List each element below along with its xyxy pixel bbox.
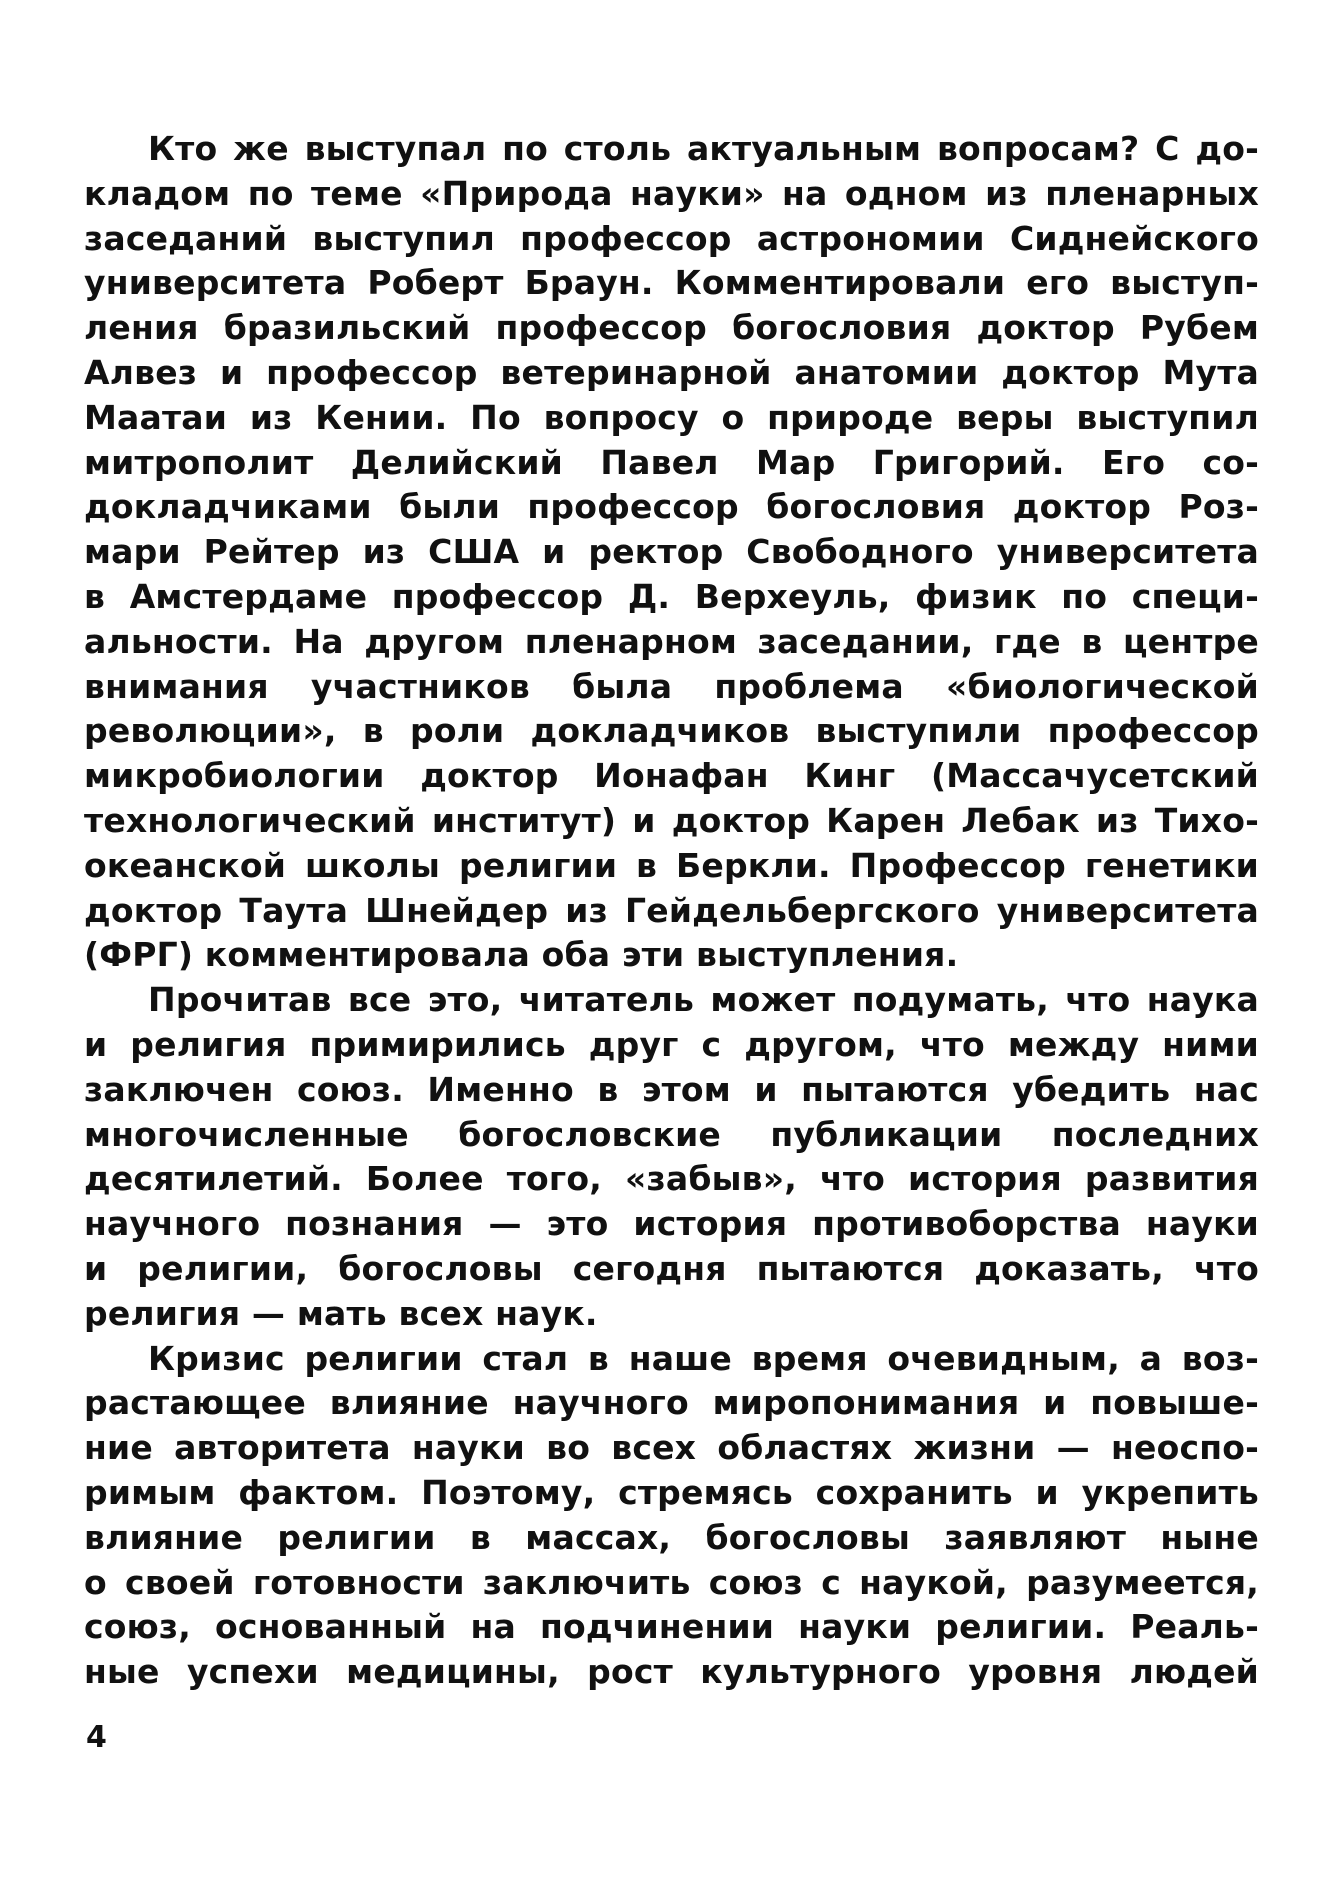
text-line: многочисленные богословские публикации последних (84, 1114, 1259, 1154)
text-line: мари Рейтер из США и ректор Свободного университета (84, 532, 1259, 572)
text-line: внимания участников была проблема «биологической (84, 666, 1259, 706)
text-line: университета Роберт Браун. Комментировали его выступ- (84, 263, 1259, 303)
paragraph (84, 127, 1259, 978)
text-line: Маатаи из Кении. По вопросу о природе веры выступил (84, 397, 1259, 437)
text-line: союз, основанный на подчинении науки религии. Реаль- (84, 1607, 1259, 1647)
text-line: Кто же выступал по столь актуальным вопросам? С до- (148, 129, 1259, 168)
text-line: десятилетий. Более того, «забыв», что история развития (84, 1159, 1259, 1199)
text-line: Алвез и профессор ветеринарной анатомии доктор Мута (84, 352, 1259, 392)
text-line: в Амстердаме профессор Д. Верхеуль, физик по специ- (84, 576, 1259, 616)
text-line: растающее влияние научного миропонимания и повыше- (84, 1383, 1259, 1423)
page-body (84, 127, 1259, 1695)
text-line: заключен союз. Именно в этом и пытаются убедить нас (84, 1069, 1259, 1109)
text-line: религия — мать всех наук. (84, 1293, 598, 1333)
text-line: Кризис религии стал в наше время очевидным, а воз- (148, 1338, 1259, 1378)
text-line: ления бразильский профессор богословия доктор Рубем (84, 308, 1259, 348)
text-line: о своей готовности заключить союз с наукой, разумеется, (84, 1562, 1259, 1602)
text-line: доктор Таута Шнейдер из Гейдельбергского университета (84, 890, 1259, 930)
text-line: альности. На другом пленарном заседании, где в центре (84, 621, 1259, 661)
text-line: научного познания — это история противоборства науки (84, 1204, 1259, 1244)
text-line: и религия примирились друг с другом, что между ними (84, 1024, 1259, 1064)
text-line: митрополит Делийский Павел Мар Григорий. Его со- (84, 442, 1259, 482)
text-line: революции», в роли докладчиков выступили профессор (84, 711, 1259, 751)
text-line: технологический институт) и доктор Карен Лебак из Тихо- (84, 800, 1259, 840)
text-line: ные успехи медицины, рост культурного уровня людей (84, 1652, 1259, 1692)
text-line: влияние религии в массах, богословы заявляют ныне (84, 1517, 1259, 1557)
text-line: докладчиками были профессор богословия доктор Роз- (84, 487, 1259, 527)
paragraph (84, 978, 1259, 1336)
text-line: (ФРГ) комментировала оба эти выступления. (84, 935, 959, 975)
text-line: Прочитав все это, читатель может подумать, что наука (148, 980, 1259, 1020)
page-number: 4 (86, 1720, 107, 1755)
text-line: и религии, богословы сегодня пытаются доказать, что (84, 1248, 1259, 1288)
text-line: микробиологии доктор Ионафан Кинг (Массачусетский (84, 756, 1259, 796)
text-line: римым фактом. Поэтому, стремясь сохранить и укрепить (84, 1472, 1259, 1512)
text-line: океанской школы религии в Беркли. Профессор генетики (84, 845, 1259, 885)
paragraph (84, 1337, 1259, 1695)
text-line: ние авторитета науки во всех областях жизни — неоспо- (84, 1428, 1259, 1468)
text-line: заседаний выступил профессор астрономии Сиднейского (84, 218, 1259, 258)
text-line: кладом по теме «Природа науки» на одном из пленарных (84, 173, 1259, 213)
